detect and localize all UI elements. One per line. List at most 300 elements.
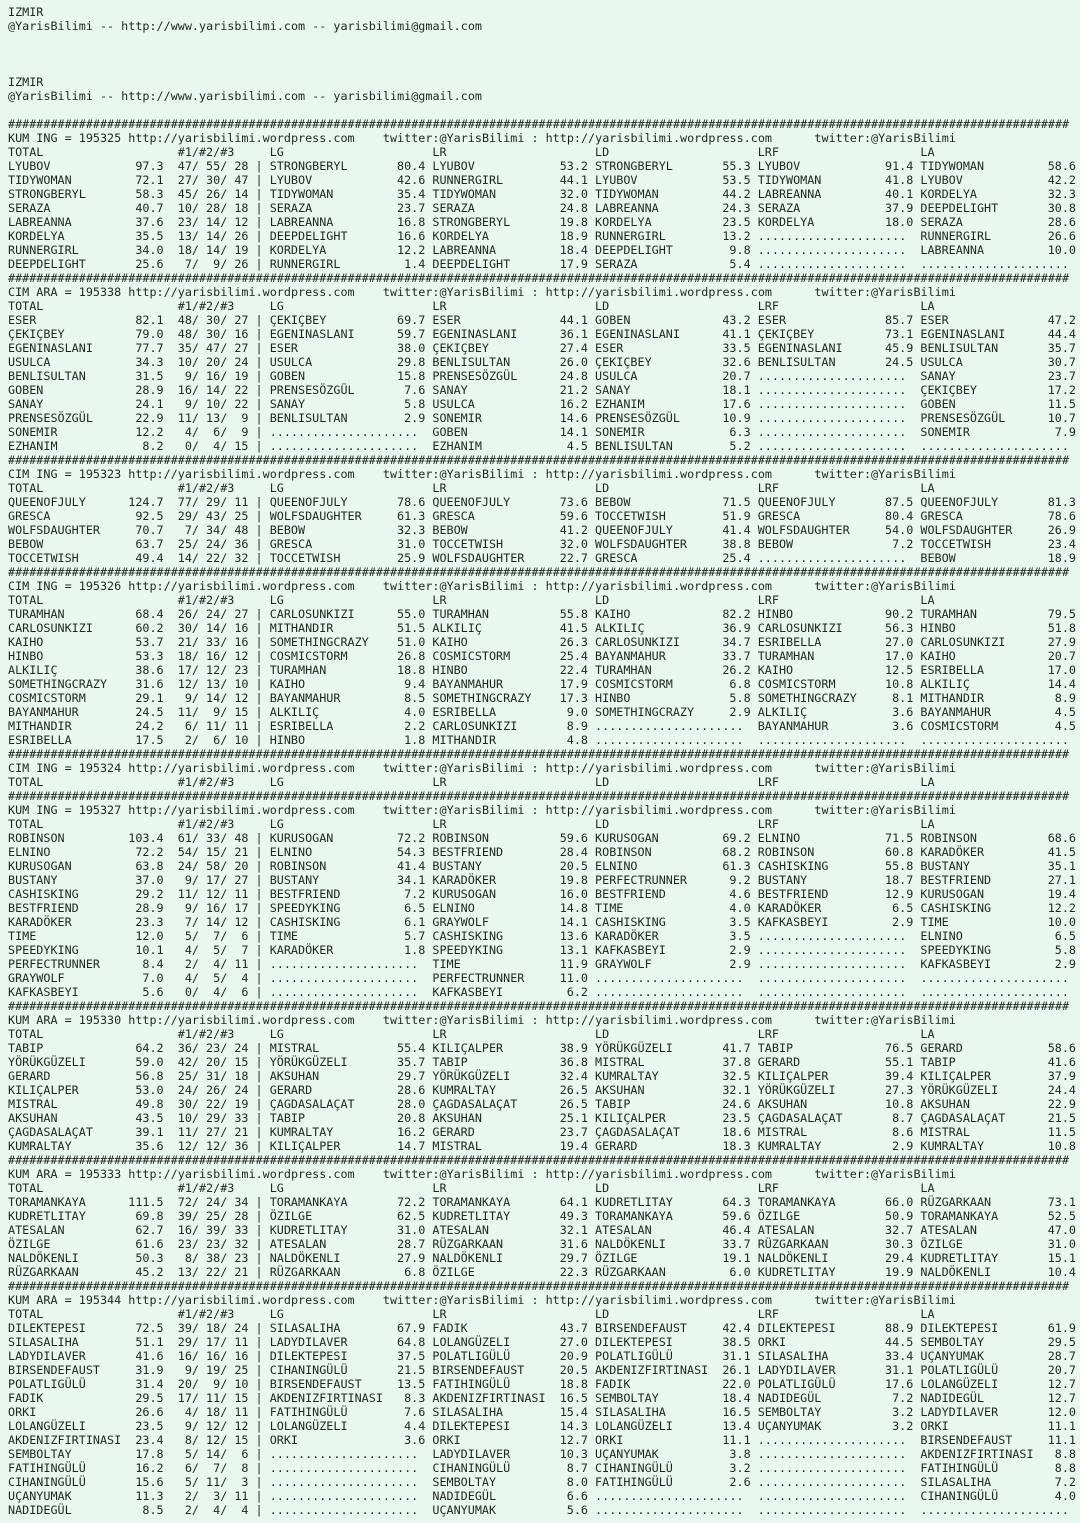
lg-name: TIDYWOMAN: [269, 187, 334, 201]
horse-name: ÖZILGE: [8, 1237, 51, 1251]
ld-value: 55.3: [722, 159, 751, 173]
la-value: 28.6: [1047, 215, 1076, 229]
column-divider: |: [255, 1111, 263, 1125]
total-points: 16.2: [135, 1461, 164, 1475]
rank-counts: 48/ 30/ 16: [177, 327, 249, 341]
column-divider: |: [255, 1475, 263, 1489]
col-lr: LR: [432, 593, 447, 607]
lg-value: 5.8: [404, 397, 426, 411]
ld-value: 9.2: [729, 873, 751, 887]
horse-name: KAFKASBEYI: [8, 985, 79, 999]
col-total: TOTAL: [8, 299, 44, 313]
lrf-name: .....................: [757, 243, 907, 257]
lr-value: 14.6: [559, 411, 588, 425]
rows-container: [8, 313, 1080, 453]
total-points: 40.7: [135, 201, 164, 215]
lrf-name: LADYDILAVER: [757, 1363, 836, 1377]
la-value: 26.9: [1047, 523, 1076, 537]
col-total: TOTAL: [8, 817, 44, 831]
horse-row: [8, 173, 1080, 187]
ld-name: KUDRETLITAY: [595, 1195, 673, 1209]
lr-value: 43.7: [559, 1321, 588, 1335]
horse-row: [8, 187, 1080, 201]
col-lg: LG: [269, 775, 284, 789]
total-points: 58.3: [135, 187, 164, 201]
la-value: 10.4: [1047, 1265, 1076, 1279]
la-name: ESRIBELLA: [920, 663, 985, 677]
la-name: QUEENOFJULY: [920, 495, 999, 509]
la-name: LABREANNA: [920, 243, 985, 257]
lg-name: HINBO: [269, 733, 306, 747]
lg-name: MITHANDIR: [269, 621, 334, 635]
horse-name: BIRSENDEFAUST: [8, 1363, 100, 1377]
column-header-row: [8, 775, 1080, 789]
lg-value: 3.6: [404, 1433, 426, 1447]
total-points: 124.7: [128, 495, 164, 509]
ld-name: SANAY: [595, 383, 631, 397]
lrf-value: 2.9: [892, 915, 914, 929]
ld-value: 5.4: [729, 257, 751, 271]
col-total: TOTAL: [8, 1307, 44, 1321]
lr-value: 41.5: [559, 621, 588, 635]
lr-value: 24.8: [559, 369, 588, 383]
la-value: 14.4: [1047, 677, 1076, 691]
rank-counts: 9/ 10/ 22: [177, 397, 249, 411]
la-value: 35.7: [1047, 341, 1076, 355]
rank-counts: 9/ 16/ 19: [177, 369, 249, 383]
byline: @YarisBilimi -- http://www.yarisbilimi.com -- yarisbilimi@gmail.com: [8, 89, 482, 103]
section-title: [8, 579, 1080, 593]
lrf-value: 8.1: [892, 691, 914, 705]
la-value: 31.0: [1047, 1237, 1076, 1251]
blog-url: http://yarisbilimi.wordpress.com: [128, 1167, 355, 1181]
col-counts: #1/#2/#3: [177, 817, 235, 831]
lg-name: AKDENIZFIRTINASI: [269, 1391, 383, 1405]
horse-name: EZHANIM: [8, 439, 58, 453]
lrf-name: .....................: [757, 257, 907, 271]
horse-name: GERARD: [8, 1069, 51, 1083]
race-id-label: CIM ING = 195324: [8, 761, 122, 775]
column-divider: |: [255, 215, 263, 229]
la-value: 17.0: [1047, 663, 1076, 677]
ld-value: 33.7: [722, 649, 751, 663]
ld-name: PRENSESÖZGÜL: [595, 411, 680, 425]
lg-value: 59.7: [397, 327, 426, 341]
rank-counts: 77/ 29/ 11: [177, 495, 249, 509]
ld-value: 43.2: [722, 313, 751, 327]
horse-name: KARADÖKER: [8, 915, 72, 929]
col-ld: LD: [595, 593, 610, 607]
ld-name: DEEPDELIGHT: [595, 243, 673, 257]
lr-name: ROBINSON: [432, 831, 489, 845]
ld-value: 6.0: [729, 1265, 751, 1279]
ld-name: ÇAGDASALAÇAT: [595, 1125, 680, 1139]
ld-value: 3.8: [729, 1447, 751, 1461]
horse-row: [8, 957, 1080, 971]
ld-name: LOLANGÜZELI: [595, 1419, 673, 1433]
rank-counts: 16/ 16/ 16: [177, 1349, 249, 1363]
col-ld: LD: [595, 817, 610, 831]
col-counts: #1/#2/#3: [177, 775, 235, 789]
col-lrf: LRF: [757, 1181, 779, 1195]
lr-name: NALDÖKENLI: [432, 1251, 504, 1265]
lg-value: 78.6: [397, 495, 426, 509]
lr-name: LADYDILAVER: [432, 1447, 511, 1461]
total-points: 41.6: [135, 1349, 164, 1363]
total-points: 25.6: [135, 257, 164, 271]
total-points: 28.9: [135, 383, 164, 397]
lg-name: LOLANGÜZELI: [269, 1419, 348, 1433]
horse-row: [8, 1419, 1080, 1433]
blog-url: http://yarisbilimi.wordpress.com: [128, 761, 355, 775]
rank-counts: 14/ 22/ 32: [177, 551, 249, 565]
la-value: 7.2: [1054, 1475, 1076, 1489]
column-divider: |: [255, 635, 263, 649]
rank-counts: 30/ 14/ 16: [177, 621, 249, 635]
horse-name: BESTFRIEND: [8, 901, 79, 915]
twitter-blog-label: twitter:@YarisBilimi : http://yarisbilimi.wordpress.com: [382, 1293, 772, 1307]
lr-name: TIDYWOMAN: [432, 187, 497, 201]
horse-row: [8, 1139, 1080, 1153]
la-value: 10.7: [1047, 411, 1076, 425]
lr-name: KILIÇALPER: [432, 1041, 504, 1055]
lg-value: 31.0: [397, 537, 426, 551]
lr-name: SPEEDYKING: [432, 943, 504, 957]
rank-counts: 42/ 20/ 15: [177, 1055, 249, 1069]
separator-line: ######################################################################################################################################################: [8, 271, 1070, 285]
lg-name: MISTRAL: [269, 1041, 320, 1055]
col-ld: LD: [595, 481, 610, 495]
horse-name: LABREANNA: [8, 215, 72, 229]
la-value: 26.6: [1047, 229, 1076, 243]
column-header-row: [8, 593, 1080, 607]
twitter-handle: twitter:@YarisBilimi: [814, 579, 956, 593]
lr-name: USULCA: [432, 397, 475, 411]
lrf-name: RÜZGARKAAN: [757, 1237, 829, 1251]
ld-name: ROBINSON: [595, 845, 652, 859]
ld-name: SILASALIHA: [595, 1405, 666, 1419]
total-points: 45.2: [135, 1265, 164, 1279]
lr-value: 41.2: [559, 523, 588, 537]
horse-name: LADYDILAVER: [8, 1349, 86, 1363]
ld-name: BESTFRIEND: [595, 887, 666, 901]
horse-name: BENLISULTAN: [8, 369, 86, 383]
la-name: COSMICSTORM: [920, 719, 999, 733]
ld-name: GERARD: [595, 1139, 638, 1153]
column-divider: |: [255, 1433, 263, 1447]
la-name: DEEPDELIGHT: [920, 201, 999, 215]
lrf-name: GERARD: [757, 1055, 801, 1069]
lr-name: MISTRAL: [432, 1139, 482, 1153]
total-points: 35.5: [135, 229, 164, 243]
col-la: LA: [920, 1307, 935, 1321]
lrf-name: .....................: [757, 1489, 907, 1503]
ld-name: FATIHINGÜLÜ: [595, 1475, 673, 1489]
horse-name: ROBINSON: [8, 831, 65, 845]
lrf-name: .....................: [757, 551, 907, 565]
lg-name: ELNINO: [269, 845, 313, 859]
column-divider: |: [255, 901, 263, 915]
race-section: [8, 453, 1080, 565]
lg-name: SPEEDYKING: [269, 901, 341, 915]
horse-row: [8, 1195, 1080, 1209]
ld-value: 2.9: [729, 957, 751, 971]
ld-value: 31.1: [722, 1349, 751, 1363]
lrf-name: QUEENOFJULY: [757, 495, 836, 509]
lg-value: 29.8: [397, 355, 426, 369]
lr-name: ORKI: [432, 1433, 461, 1447]
total-points: 72.1: [135, 173, 164, 187]
la-value: 4.5: [1054, 719, 1076, 733]
lrf-name: CASHISKING: [757, 859, 829, 873]
ld-name: WOLFSDAUGHTER: [595, 537, 688, 551]
lr-name: KARADÖKER: [432, 873, 497, 887]
horse-name: BAYANMAHUR: [8, 705, 79, 719]
lr-value: 8.7: [566, 1461, 588, 1475]
total-points: 72.5: [135, 1321, 164, 1335]
blog-url: http://yarisbilimi.wordpress.com: [128, 285, 355, 299]
lg-name: TABIP: [269, 1111, 306, 1125]
lr-name: KURUSOGAN: [432, 887, 497, 901]
ld-value: 46.4: [722, 1223, 751, 1237]
la-name: ÇEKIÇBEY: [920, 383, 977, 397]
lrf-value: 80.4: [885, 509, 914, 523]
lg-name: BEBOW: [269, 523, 306, 537]
lrf-value: 10.8: [885, 1097, 914, 1111]
twitter-blog-label: twitter:@YarisBilimi : http://yarisbilimi.wordpress.com: [382, 761, 772, 775]
lrf-value: 10.8: [885, 677, 914, 691]
horse-row: [8, 425, 1080, 439]
la-value: 58.6: [1047, 1041, 1076, 1055]
ld-name: MISTRAL: [595, 1055, 645, 1069]
rank-counts: 7/ 14/ 12: [177, 915, 249, 929]
lg-name: USULCA: [269, 355, 313, 369]
ld-value: 5.8: [729, 691, 751, 705]
lg-value: 64.8: [397, 1335, 426, 1349]
ld-value: 41.7: [722, 1041, 751, 1055]
ld-value: 5.2: [729, 439, 751, 453]
lr-name: ALKILIÇ: [432, 621, 482, 635]
col-lg: LG: [269, 299, 284, 313]
lr-value: 28.4: [559, 845, 588, 859]
lr-name: TABIP: [432, 1055, 468, 1069]
ld-value: 33.7: [722, 1237, 751, 1251]
la-value: 8.8: [1054, 1461, 1076, 1475]
col-counts: #1/#2/#3: [177, 593, 235, 607]
ld-value: 64.3: [722, 1195, 751, 1209]
lr-value: 44.1: [559, 173, 588, 187]
lg-name: ROBINSON: [269, 859, 327, 873]
la-name: KAIHO: [920, 649, 956, 663]
lr-value: 16.2: [559, 397, 588, 411]
lr-name: ESRIBELLA: [432, 705, 497, 719]
lg-value: 8.3: [404, 1391, 426, 1405]
lr-value: 24.8: [559, 201, 588, 215]
la-name: RUNNERGIRL: [920, 229, 992, 243]
rank-counts: 4/ 18/ 11: [177, 1405, 249, 1419]
column-divider: |: [255, 1139, 263, 1153]
twitter-blog-label: twitter:@YarisBilimi : http://yarisbilimi.wordpress.com: [382, 1013, 772, 1027]
lr-value: 4.8: [566, 733, 588, 747]
lr-name: WOLFSDAUGHTER: [432, 551, 525, 565]
total-points: 35.6: [135, 1139, 164, 1153]
la-name: KUMRALTAY: [920, 1139, 985, 1153]
la-value: 12.2: [1047, 901, 1076, 915]
la-name: TURAMHAN: [920, 607, 977, 621]
column-divider: |: [255, 1097, 263, 1111]
column-divider: |: [255, 1223, 263, 1237]
horse-row: [8, 369, 1080, 383]
lg-value: 32.3: [397, 523, 426, 537]
twitter-handle: twitter:@YarisBilimi: [814, 803, 956, 817]
lrf-name: ALKILIÇ: [757, 705, 808, 719]
lg-name: QUEENOFJULY: [269, 495, 348, 509]
total-points: 28.9: [135, 901, 164, 915]
col-lr: LR: [432, 817, 447, 831]
horse-row: [8, 929, 1080, 943]
rank-counts: 17/ 12/ 23: [177, 663, 249, 677]
la-name: BESTFRIEND: [920, 873, 992, 887]
ld-name: SEMBOLTAY: [595, 1391, 659, 1405]
col-lr: LR: [432, 299, 447, 313]
lrf-name: AKSUHAN: [757, 1097, 808, 1111]
lg-value: 38.0: [397, 341, 426, 355]
lg-name: NALDÖKENLI: [269, 1251, 341, 1265]
horse-row: [8, 1097, 1080, 1111]
rows-container: [8, 159, 1080, 271]
lg-value: 16.2: [397, 1125, 426, 1139]
lrf-name: YÖRÜKGÜZELI: [757, 1083, 836, 1097]
ld-name: RÜZGARKAAN: [595, 1265, 666, 1279]
lr-value: 12.7: [559, 1433, 588, 1447]
lrf-value: 54.0: [885, 523, 914, 537]
horse-name: RÜZGARKAAN: [8, 1265, 79, 1279]
lg-value: 1.8: [404, 943, 426, 957]
ld-name: ELNINO: [595, 859, 638, 873]
total-points: 64.2: [135, 1041, 164, 1055]
column-header-row: [8, 481, 1080, 495]
column-divider: |: [255, 887, 263, 901]
la-value: 21.5: [1047, 1111, 1076, 1125]
lrf-name: .....................: [757, 383, 907, 397]
column-divider: |: [255, 915, 263, 929]
lg-value: 69.7: [397, 313, 426, 327]
lg-value: 6.8: [404, 1265, 426, 1279]
lg-name: STRONGBERYL: [269, 159, 348, 173]
la-name: BIRSENDEFAUST: [920, 1433, 1013, 1447]
col-la: LA: [920, 817, 935, 831]
col-counts: #1/#2/#3: [177, 145, 235, 159]
total-points: 103.4: [128, 831, 164, 845]
la-value: 7.9: [1054, 425, 1076, 439]
blog-url: http://yarisbilimi.wordpress.com: [128, 803, 355, 817]
la-name: SPEEDYKING: [920, 943, 992, 957]
rank-counts: 61/ 33/ 48: [177, 831, 249, 845]
twitter-handle: twitter:@YarisBilimi: [814, 285, 956, 299]
horse-name: RUNNERGIRL: [8, 243, 79, 257]
lr-value: 8.0: [566, 1475, 588, 1489]
lrf-name: DILEKTEPESI: [757, 1321, 836, 1335]
horse-row: [8, 915, 1080, 929]
la-value: 44.4: [1047, 327, 1076, 341]
la-name: ORKI: [920, 1419, 949, 1433]
la-value: 30.7: [1047, 355, 1076, 369]
lr-value: 22.4: [559, 663, 588, 677]
lrf-value: 44.5: [885, 1335, 914, 1349]
lg-name: ESRIBELLA: [269, 719, 334, 733]
lrf-name: .....................: [757, 439, 907, 453]
lrf-value: 31.1: [885, 1363, 914, 1377]
rank-counts: 18/ 14/ 19: [177, 243, 249, 257]
ld-value: 59.6: [722, 1209, 751, 1223]
lg-name: DILEKTEPESI: [269, 1349, 348, 1363]
la-name: MISTRAL: [920, 1125, 970, 1139]
col-lg: LG: [269, 145, 284, 159]
lr-value: 23.7: [559, 1125, 588, 1139]
rows-container: [8, 1321, 1080, 1517]
column-divider: |: [255, 411, 263, 425]
horse-name: ALKILIÇ: [8, 663, 58, 677]
la-value: 20.7: [1047, 1363, 1076, 1377]
lg-value: 35.4: [397, 187, 426, 201]
lrf-name: ÖZILGE: [757, 1209, 801, 1223]
column-divider: |: [255, 1195, 263, 1209]
la-value: 23.7: [1047, 369, 1076, 383]
column-divider: |: [255, 985, 263, 999]
column-divider: |: [255, 341, 263, 355]
lrf-value: 17.6: [885, 1377, 914, 1391]
col-la: LA: [920, 1027, 935, 1041]
ld-value: 44.2: [722, 187, 751, 201]
lg-name: CARLOSUNKIZI: [269, 607, 355, 621]
horse-row: [8, 621, 1080, 635]
column-divider: |: [255, 1349, 263, 1363]
horse-name: GRAYWOLF: [8, 971, 65, 985]
horse-row: [8, 551, 1080, 565]
horse-name: SILASALIHA: [8, 1335, 79, 1349]
lrf-name: .....................: [757, 425, 907, 439]
rank-counts: 4/ 5/ 4: [177, 971, 249, 985]
lr-value: 16.0: [559, 887, 588, 901]
lr-name: BESTFRIEND: [432, 845, 504, 859]
ld-name: KORDELYA: [595, 215, 652, 229]
total-points: 8.4: [142, 957, 164, 971]
lrf-value: 88.9: [885, 1321, 914, 1335]
lg-value: 28.6: [397, 1083, 426, 1097]
lrf-value: 50.9: [885, 1209, 914, 1223]
lr-value: 22.7: [559, 551, 588, 565]
total-points: 24.1: [135, 397, 164, 411]
horse-name: SPEEDYKING: [8, 943, 79, 957]
lrf-name: GRESCA: [757, 509, 801, 523]
ld-name: CIHANINGÜLÜ: [595, 1461, 673, 1475]
lr-value: 19.4: [559, 1139, 588, 1153]
lg-name: RÜZGARKAAN: [269, 1265, 341, 1279]
col-lg: LG: [269, 1027, 284, 1041]
total-points: 49.8: [135, 1097, 164, 1111]
col-lg: LG: [269, 1181, 284, 1195]
la-name: SERAZA: [920, 215, 963, 229]
horse-name: USULCA: [8, 355, 51, 369]
horse-row: [8, 397, 1080, 411]
la-value: 10.0: [1047, 243, 1076, 257]
race-id-label: KUM ARA = 195330: [8, 1013, 122, 1027]
la-value: 32.3: [1047, 187, 1076, 201]
ld-value: 82.2: [722, 607, 751, 621]
lr-value: 6.2: [566, 985, 588, 999]
lr-name: EZHANIM: [432, 439, 482, 453]
total-points: 97.3: [135, 159, 164, 173]
